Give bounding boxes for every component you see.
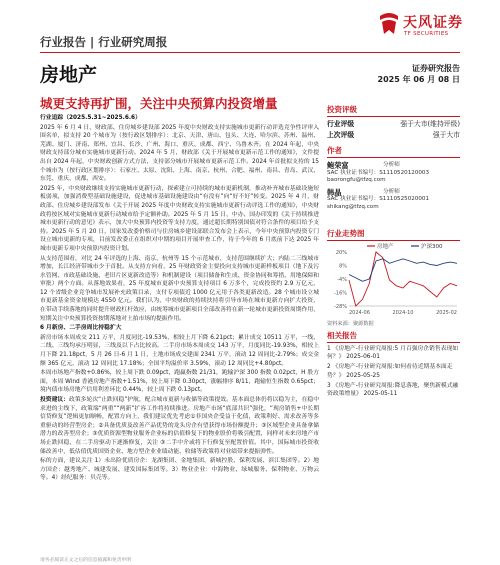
rating-heading: 投资评级 — [327, 104, 460, 117]
related-reports — [327, 330, 460, 400]
logo-text-en: TF SECURITIES — [404, 31, 449, 37]
body-paragraph-6 — [40, 369, 319, 395]
y-tick-label: -28% — [334, 304, 347, 310]
analyst-role: 分析师 — [383, 188, 400, 195]
sector-title: 房地产 — [40, 64, 98, 86]
chart-source: 资料来源：聚源数据 — [327, 321, 374, 327]
report-body — [40, 114, 319, 484]
para-text: 本周市场地产指数+0.86%，较上周下跌 0.09pct，跑赢指数 21/31，跑输沪深 300 指数 0.02pct，H 股方面，本周 Wind 香港房地产指数+1.51%，较上周下降 0.30pct，涨幅排序 8/11，跑输恒生指数 0.65pct；境内债市场房地产信用利差环比 0.44%，较上周下跌 0.13pct。 — [40, 370, 319, 394]
body-paragraph-3 — [40, 255, 319, 324]
analyst-email[interactable]: baorongfu@tfzq.com — [327, 177, 386, 184]
header-divider — [40, 52, 460, 53]
report-title: 城更支持再扩围，关注中央预算内投资增量 — [40, 96, 278, 111]
trend-chart-svg — [327, 242, 460, 320]
x-tick-label: 2024-06 — [349, 310, 370, 316]
analyst-card — [327, 189, 460, 212]
body-paragraph-0 — [40, 114, 319, 123]
report-category: 行业报告 | 行业研究周报 — [40, 35, 168, 49]
report-type: 证券研究报告 — [412, 64, 460, 73]
y-tick-label: -4% — [337, 277, 347, 283]
x-tick-label: 2024-10 — [392, 310, 414, 316]
rating-row-industry — [327, 119, 460, 130]
tf-securities-logo — [378, 10, 468, 50]
analyst-cert: S1110525020001 — [379, 196, 430, 203]
rating-value: 强于大市 — [432, 131, 460, 139]
body-paragraph-5 — [40, 334, 319, 368]
body-paragraph-1 — [40, 124, 319, 184]
report-header — [0, 0, 500, 56]
related-report-link[interactable]: 1 《房地产-行业研究周报:5 月百强房企销售表现如何？》 2025-06-01 — [327, 346, 459, 361]
analyst-card — [327, 162, 460, 185]
series-line-0 — [349, 252, 457, 306]
analyst-name: 鲍荣富 — [327, 161, 349, 170]
body-paragraph-4 — [40, 324, 319, 333]
analyst-name: 韩晶 — [327, 187, 342, 197]
para-text: 新房市场本周成交 211 万平，月度同比-19.53%，相较上月下降 6.21pct；累计成交 10511 万平，一线、二线、三线均承压明显，三线及以下占比较高。二手房市场本周成交 143 万平，月度同比-19.93%，相较上月下降 21.18pct，5 月 26 日-6 月 1 日，土地市场成交建面 2341 万平，滚动 12 周同比-2.79%；成交金额 365 亿元，滚动 12 周同比 17.18%；全国平均溢价率 3.59%，滚动 12 周同比+4.80pct。 — [40, 334, 319, 367]
body-paragraph-2 — [40, 185, 319, 254]
para-text: 2025 年 6 月 4 日，财政部、住房城乡建设部 2025 年度中央财政支持实施城市更新行动评选竞争性评审入围名单，拟支持 20 个城市为（按行政区划排序）：北京、天津、唐山、包头、大连、哈尔滨、苏州、温州、芜湖、厦门、济南、郑州、宜昌、长沙、广州、海口、重庆、成都、西宁、乌鲁木齐。在 2024 年起，中央财政支持部分城市实施城市更新行动。2024 年 5 月，财政部《关于开展城市更新示范工作的通知》，文件提出自 2024 年起，中央财政创新方式方法，支持部分城市开展城市更新示范工作。2024 年首批拟支持的 15 个城市为（按行政区划排序）：石家庄、太原、沈阳、上海、南京、杭州、合肥、福州、南昌、青岛、武汉、东莞、重庆、成都、西安。 — [40, 124, 319, 183]
y-tick-label: 8% — [339, 263, 347, 270]
rating-label: 行业评级 — [327, 120, 355, 128]
rating-row-previous — [327, 130, 460, 141]
analyst-heading: 作者 — [327, 145, 460, 158]
chart-heading: 行业走势图 — [327, 228, 460, 241]
y-tick-label: -16% — [334, 290, 347, 297]
para-text: 从支持范围看，对比 24 年评选的上海、南京、杭州等 15 个示范城市，支持范围继续扩大；内陆二三线城市增加，长江经济带城市少于首批。从支持方向看，25 年财政资金主要投向支持城市更新样板项目（地下及污水管网、市政基础设施、老旧片区更新改造等）和机制建设（项目储备和生成、资金协同和筹措、用地保障和审批）两个方面。从落地效果看，25 年度城市更新中央预算支持项目 6 万多个，完成投资约 2.9 万亿元，12 个省级企业竞争城市发展补充政策目录，支付专项债近 1000 亿元用于各类更新改造。28 个城市设立城市更新基金资金规模达 4550 亿元。我们认为，中央财政的持续扶持将引导市场在城市更新方向扩大投资，在带动手续落地的同时提升财政杠杆效应，由统筹城市更新项目全部改善将在新一轮城市更新投资周期作用，短期关注中央预算投资按期落地对土拍市场的提振作用。 — [40, 255, 319, 322]
para-heading: 投资建议： — [40, 397, 70, 403]
analyst-cert-label: SAC 执业证书编号： — [327, 169, 380, 176]
para-text: 2025 年，中央财政继续支持实施城市更新行动，探索建立可持续的城市更新机制，推动补齐城市基础设施短板弱项，加强消费型基础设施建设，促进城市基础设施建设由“有没有”向“好不好”转变。2025 年 4 月，财政部、住房城乡建设部发布《关于开展 2025 年度中央财政支持实施城市更新行动评选工作的通知》，中央财政将按区域对实施城市更新行动城市给予定额补助。2025 年 5 月 15 日，中办、国办印发的《关于持续推进城市更新行动的意见》表示，加大中央预算内投资等支持力度，通过超长期特别国债对符合条件的项目给予支持。2025 年 5 月 20 日，国家发改委价格司与住房城乡建设部联合发布会上表示，今年中央预算内投资专门设立城市更新的专项，目前发改委正在组织对中期的项目开展审查工作，待于今年的 6 月底前下达 2025 年城市更新专项中央预算内投资计划。 — [40, 185, 319, 252]
para-heading: 6 月新房、二手房周比持稳扩大 — [40, 325, 122, 332]
x-tick-label: 2025-02 — [436, 310, 457, 316]
logo-text-cn: 天风证券 — [403, 15, 463, 31]
analyst-cert-label: SAC 执业证书编号： — [327, 196, 380, 203]
rating-value: 强于大市(维持评级) — [400, 120, 460, 128]
body-paragraph-8 — [40, 457, 319, 483]
y-tick-label: 20% — [335, 250, 347, 256]
analyst-email[interactable]: shikang@tfzq.com — [327, 203, 379, 210]
para-text: 标的方面，建议关注 1）未出险优质房企：龙湖集团、金地集团、新城控股、保利发展、滨江集团等。2）地方国企：越秀地产、城建发展、建发国际集团等。3）物业企业：中海物业、绿城服务、保利物业、万物云等。4）经纪服务：贝壳等。 — [40, 458, 319, 482]
related-report-link[interactable]: 2 《房地产-行业研究周报:如何看待近期基本面走势？》 2025-05-25 — [327, 364, 453, 379]
para-text: 政策多轮次“止跌回稳”护航，配合城市更新与收储等政策提效。基本面总体仍将以稳为主，在稳中求进的主线下，政策端“两重”“两新”扩容工作将持续推进。房地产市场“底部共识”强化，“现房销售+中长期信贷修复”逻辑更加顺畅，配置方向上，我们建议优先考虑①非国央企受益于化债，政策利好、需求改善等多重驱动的经营型房企；②具备优质及改善产品优势的龙头房企有望获得市场份额提升；③区域型企业具备拿储潜力的改善型房企；③优质资源型物业服务企业标的估值修复下的物业股价将吸引配置，同样对未来房地产市场止跌回稳，在二手房驱动下逐渐修复，关注 ③二手中介或将下行修复至配置价值。其中，国际城市投资收储改善中，低估值优质国资企业、地方型企业业绩动能、收储等政策将对业绩带来提振弹性。 — [40, 397, 319, 455]
industry-trend-chart — [327, 228, 460, 320]
series-line-1 — [349, 259, 457, 282]
disclaimer-footer: 请务必阅读正文之后的信息披露和免责申明 — [40, 558, 132, 563]
analyst-role: 分析师 — [383, 162, 400, 168]
body-paragraph-7 — [40, 396, 319, 456]
legend-label: 沪深300 — [421, 244, 443, 250]
legend-label: 房地产 — [377, 244, 394, 250]
related-report-link[interactable]: 3 《房地产-行业研究周报:降息落地，聚焦新模式融资政策增量》 2025-05-11 — [327, 382, 459, 398]
report-date: 2025 年 06 月 08 日 — [377, 75, 460, 84]
related-heading: 相关报告 — [327, 330, 460, 343]
rating-label: 上次评级 — [327, 131, 355, 139]
para-heading: 行业追踪（2025.5.31~2025.6.6） — [40, 115, 141, 121]
sidebar — [327, 104, 460, 212]
analyst-cert: S1110520120003 — [379, 169, 430, 176]
tf-logo-icon — [378, 10, 400, 36]
